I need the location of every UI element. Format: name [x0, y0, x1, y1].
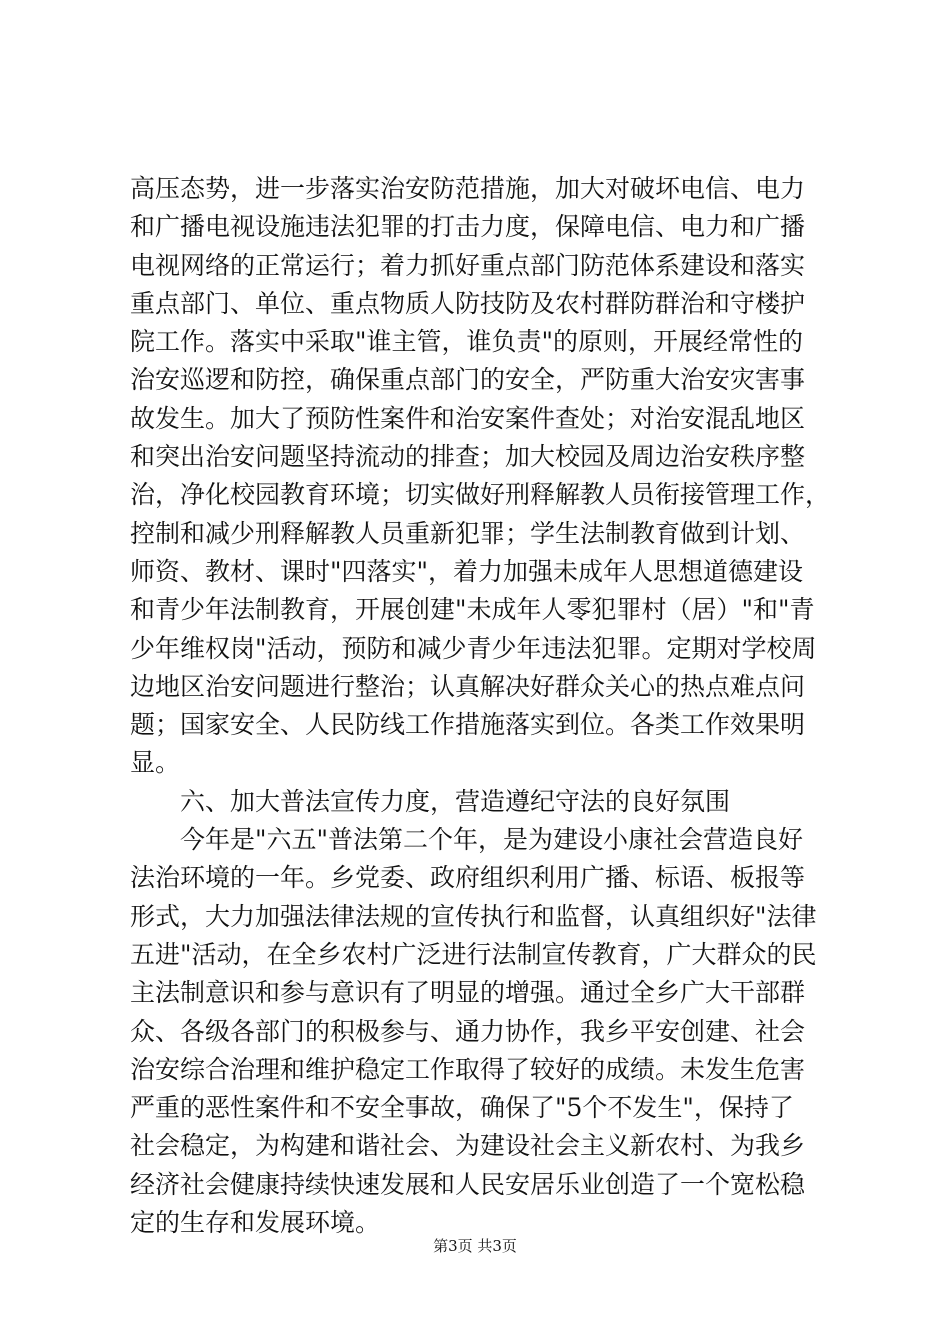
text-line: 高压态势，进一步落实治安防范措施，加大对破坏电信、电力 [130, 174, 806, 203]
text-line: 治，净化校园教育环境；切实做好刑释解教人员衔接管理工作， [130, 480, 831, 510]
text-line: 控制和减少刑释解教人员重新犯罪；学生法制教育做到计划、 [130, 518, 806, 548]
text-line: 边地区治安问题进行整治；认真解决好群众关心的热点难点问 [130, 671, 806, 701]
text-line: 显。 [130, 748, 181, 778]
text-line: 定的生存和发展环境。 [130, 1208, 381, 1238]
text-line: 电视网络的正常运行；着力抓好重点部门防范体系建设和落实 [130, 250, 806, 280]
text-line: 题；国家安全、人民防线工作措施落实到位。各类工作效果明 [130, 710, 806, 740]
document-body [130, 170, 830, 1242]
text-line: 经济社会健康持续快速发展和人民安居乐业创造了一个宽松稳 [130, 1169, 806, 1199]
text-line: 六、加大普法宣传力度，营造遵纪守法的良好氛围 [130, 786, 731, 816]
text-line: 院工作。落实中采取"谁主管，谁负责"的原则，开展经常性的 [130, 327, 804, 357]
text-line: 和青少年法制教育，开展创建"未成年人零犯罪村（居）"和"青 [130, 595, 815, 625]
text-line: 重点部门、单位、重点物质人防技防及农村群防群治和守楼护 [130, 288, 806, 318]
text-line: 少年维权岗"活动，预防和减少青少年违法犯罪。定期对学校周 [130, 633, 817, 663]
text-line: 形式，大力加强法律法规的宣传执行和监督，认真组织好"法律 [130, 901, 817, 931]
text-line: 主法制意识和参与意识有了明显的增强。通过全乡广大干部群 [130, 978, 806, 1008]
text-line: 法治环境的一年。乡党委、政府组织利用广播、标语、板报等 [130, 863, 806, 893]
text-line: 众、各级各部门的积极参与、通力协作，我乡平安创建、社会 [130, 1016, 806, 1046]
text-line: 治安巡逻和防控，确保重点部门的安全，严防重大治安灾害事 [130, 365, 806, 395]
text-line: 社会稳定，为构建和谐社会、为建设社会主义新农村、为我乡 [130, 1131, 806, 1161]
text-line: 和广播电视设施违法犯罪的打击力度，保障电信、电力和广播 [130, 212, 806, 242]
text-line: 五进"活动，在全乡农村广泛进行法制宣传教育，广大群众的民 [130, 939, 817, 969]
text-line: 故发生。加大了预防性案件和治安案件查处；对治安混乱地区 [130, 403, 806, 433]
page-footer: 第3页 共3页 [433, 1237, 517, 1255]
text-line: 严重的恶性案件和不安全事故，确保了"5个不发生"，保持了 [130, 1093, 794, 1123]
text-line: 和突出治安问题坚持流动的排查；加大校园及周边治安秩序整 [130, 442, 806, 472]
text-line: 治安综合治理和维护稳定工作取得了较好的成绩。未发生危害 [130, 1054, 806, 1084]
text-line: 今年是"六五"普法第二个年，是为建设小康社会营造良好 [130, 825, 804, 855]
text-line: 师资、教材、课时"四落实"，着力加强未成年人思想道德建设 [130, 556, 804, 586]
